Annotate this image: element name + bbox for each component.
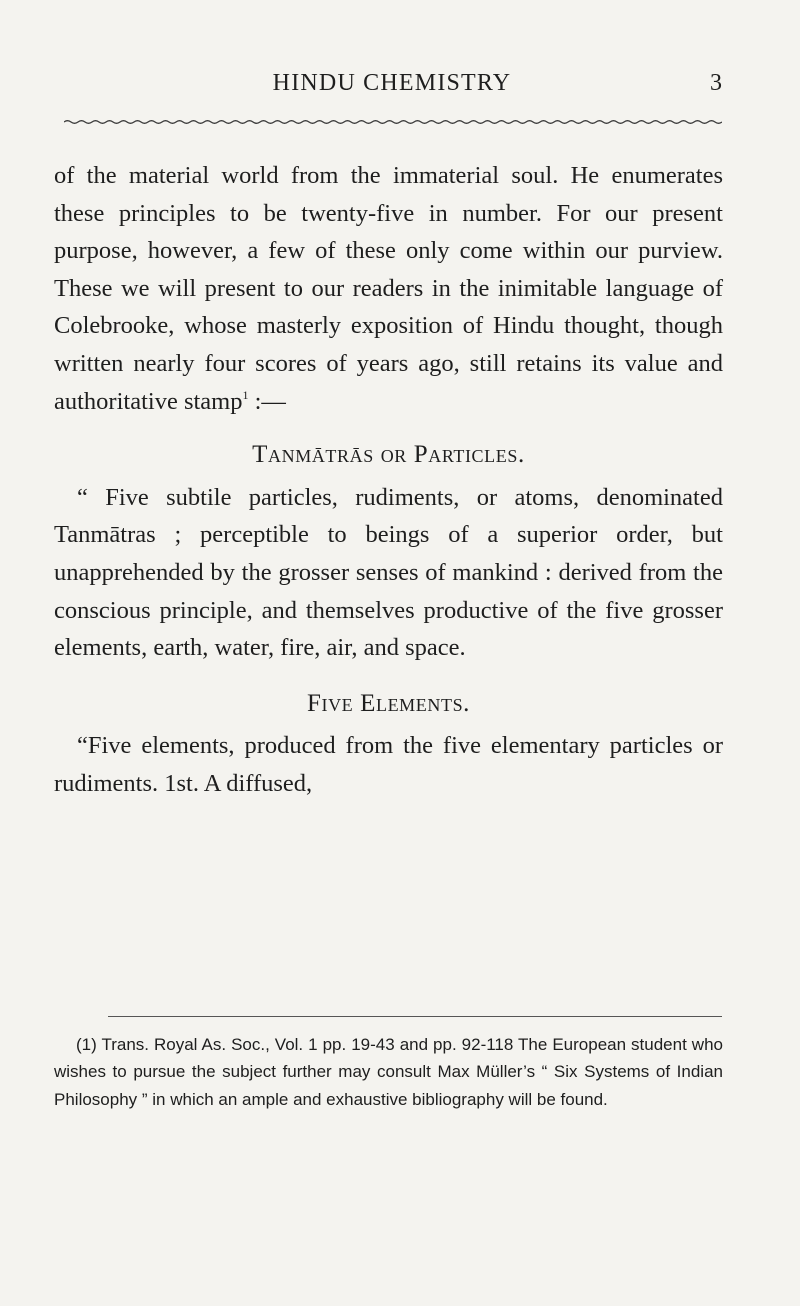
paragraph-1-tail: :— <box>248 387 286 415</box>
section-heading-five-elements: Five Elements. <box>306 689 471 717</box>
footnote-reference: 1 <box>242 387 249 402</box>
section-heading-tanmatras: Tanmātrās or Particles. <box>252 441 525 469</box>
paragraph-3: “Five elements, produced from the five elementary particles or rudiments. 1st. A diffused, <box>54 732 723 797</box>
paragraph-1 <box>54 157 723 420</box>
main-text <box>54 157 723 803</box>
ornamental-wavy-rule <box>64 114 722 130</box>
footnote-1-continuation: The European student who wishes to pursue the subject further may consult Max Müller’s “ Six Systems of Indian Philosophy ” in which an ample and exhaustive bibliography will be found. <box>54 1035 723 1109</box>
paragraph-2: “ Five subtile particles, rudiments, or atoms, denominated Tanmātras ; perceptible to beings of a superior order, but unapprehended by the grosser senses of mankind : derived from the conscious principle, and themselves productive of the five grosser elements, earth, water, fire, air, and space. <box>54 483 723 662</box>
page-number: 3 <box>710 70 722 96</box>
footnote-1-citation: (1) Trans. Royal As. Soc., Vol. 1 pp. 19-43 and pp. 92-118 <box>76 1035 514 1054</box>
footnote-divider <box>108 1016 722 1017</box>
paragraph-1-text: of the material world from the immaterial soul. He enumerates these principles to be twenty-five in number. For our present purpose, however, a few of these only come within our purview. These we will present to our readers in the inimitable language of Colebrooke, whose masterly exposition of Hindu thought, though written nearly four scores of years ago, still retains its value and authoritative stamp <box>54 162 723 415</box>
running-head <box>62 70 722 104</box>
footnote-1 <box>54 1031 723 1113</box>
running-head-title: HINDU CHEMISTRY <box>272 70 512 96</box>
footnotes <box>54 1031 723 1113</box>
